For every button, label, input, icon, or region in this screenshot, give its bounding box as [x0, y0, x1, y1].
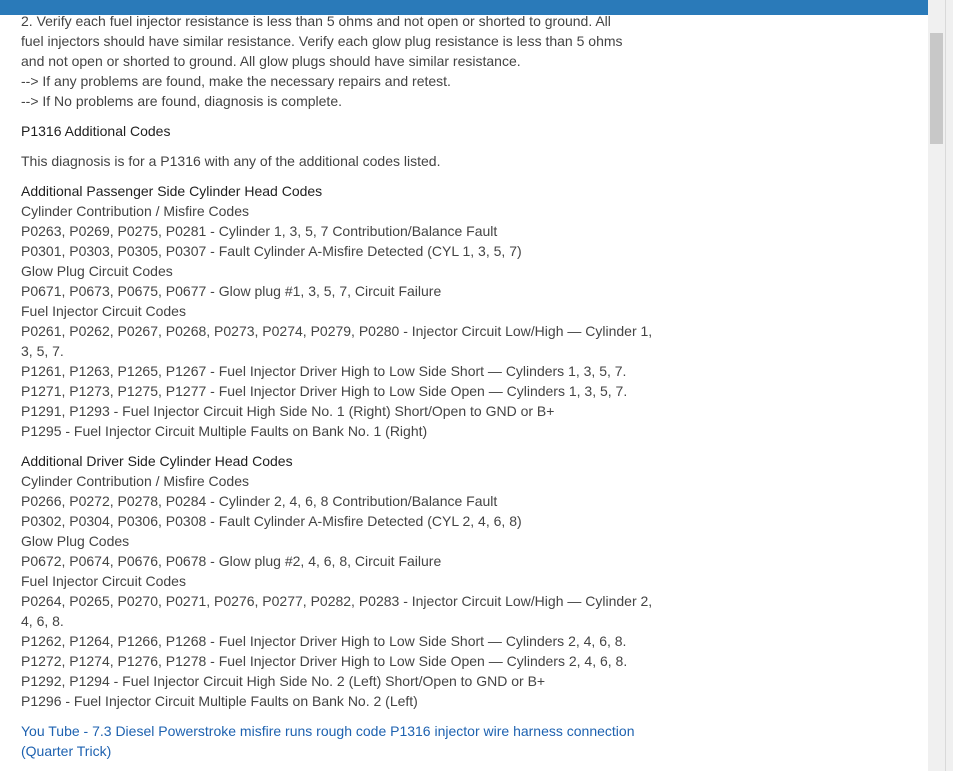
header-bar — [0, 0, 928, 15]
step-text: --> If any problems are found, make the necessary repairs and retest. — [21, 73, 451, 89]
vertical-scrollbar[interactable] — [928, 0, 953, 771]
code-line: P1295 - Fuel Injector Circuit Multiple Faults on Bank No. 1 (Right) — [21, 423, 428, 439]
code-line: P0301, P0303, P0305, P0307 - Fault Cylinder A-Misfire Detected (CYL 1, 3, 5, 7) — [21, 243, 522, 259]
article-content — [0, 15, 928, 771]
youtube-link-line-2[interactable]: (Quarter Trick) — [21, 743, 112, 759]
code-line: Cylinder Contribution / Misfire Codes — [21, 203, 249, 219]
code-line: P1262, P1264, P1266, P1268 - Fuel Injector Driver High to Low Side Short — Cylinders 2, 4, 6, 8. — [21, 633, 627, 649]
code-line: P0671, P0673, P0675, P0677 - Glow plug #1, 3, 5, 7, Circuit Failure — [21, 283, 442, 299]
code-line: P0263, P0269, P0275, P0281 - Cylinder 1, 3, 5, 7 Contribution/Balance Fault — [21, 223, 498, 239]
code-line: 4, 6, 8. — [21, 613, 64, 629]
step-text: 2. Verify each fuel injector resistance is less than 5 ohms and not open or shorted to ground. All — [21, 15, 611, 29]
code-line: P1261, P1263, P1265, P1267 - Fuel Injector Driver High to Low Side Short — Cylinders 1, 3, 5, 7. — [21, 363, 627, 379]
additional-codes-intro: This diagnosis is for a P1316 with any of the additional codes listed. — [21, 153, 441, 169]
code-line: Glow Plug Codes — [21, 533, 130, 549]
additional-codes-heading: P1316 Additional Codes — [21, 123, 171, 139]
code-line: Fuel Injector Circuit Codes — [21, 573, 186, 589]
step-text: --> If No problems are found, diagnosis is complete. — [21, 93, 342, 109]
code-line: P1296 - Fuel Injector Circuit Multiple Faults on Bank No. 2 (Left) — [21, 693, 418, 709]
code-line: P1271, P1273, P1275, P1277 - Fuel Injector Driver High to Low Side Open — Cylinders 1, 3, 5, 7. — [21, 383, 628, 399]
code-line: Glow Plug Circuit Codes — [21, 263, 173, 279]
article-body — [21, 15, 651, 761]
code-line: 3, 5, 7. — [21, 343, 64, 359]
scrollbar-thumb[interactable] — [930, 33, 943, 144]
step-text: fuel injectors should have similar resistance. Verify each glow plug resistance is less than 5 ohms — [21, 33, 623, 49]
passenger-side-heading: Additional Passenger Side Cylinder Head Codes — [21, 183, 323, 199]
code-line: Cylinder Contribution / Misfire Codes — [21, 473, 249, 489]
code-line: P0264, P0265, P0270, P0271, P0276, P0277, P0282, P0283 - Injector Circuit Low/High — Cylinder 2, — [21, 593, 653, 609]
code-line: P0672, P0674, P0676, P0678 - Glow plug #2, 4, 6, 8, Circuit Failure — [21, 553, 442, 569]
code-line: P0302, P0304, P0306, P0308 - Fault Cylinder A-Misfire Detected (CYL 2, 4, 6, 8) — [21, 513, 522, 529]
youtube-video-link[interactable] — [21, 721, 651, 761]
code-line: P0261, P0262, P0267, P0268, P0273, P0274, P0279, P0280 - Injector Circuit Low/High — Cylinder 1, — [21, 323, 653, 339]
code-line: Fuel Injector Circuit Codes — [21, 303, 186, 319]
step-text: and not open or shorted to ground. All glow plugs should have similar resistance. — [21, 53, 521, 69]
window-edge-divider — [945, 0, 946, 771]
code-line: P1272, P1274, P1276, P1278 - Fuel Injector Driver High to Low Side Open — Cylinders 2, 4, 6, 8. — [21, 653, 628, 669]
code-line: P0266, P0272, P0278, P0284 - Cylinder 2, 4, 6, 8 Contribution/Balance Fault — [21, 493, 498, 509]
youtube-link-line-1[interactable]: You Tube - 7.3 Diesel Powerstroke misfire runs rough code P1316 injector wire harness connection — [21, 723, 635, 739]
code-line: P1292, P1294 - Fuel Injector Circuit High Side No. 2 (Left) Short/Open to GND or B+ — [21, 673, 546, 689]
code-line: P1291, P1293 - Fuel Injector Circuit High Side No. 1 (Right) Short/Open to GND or B+ — [21, 403, 555, 419]
driver-side-heading: Additional Driver Side Cylinder Head Codes — [21, 453, 293, 469]
